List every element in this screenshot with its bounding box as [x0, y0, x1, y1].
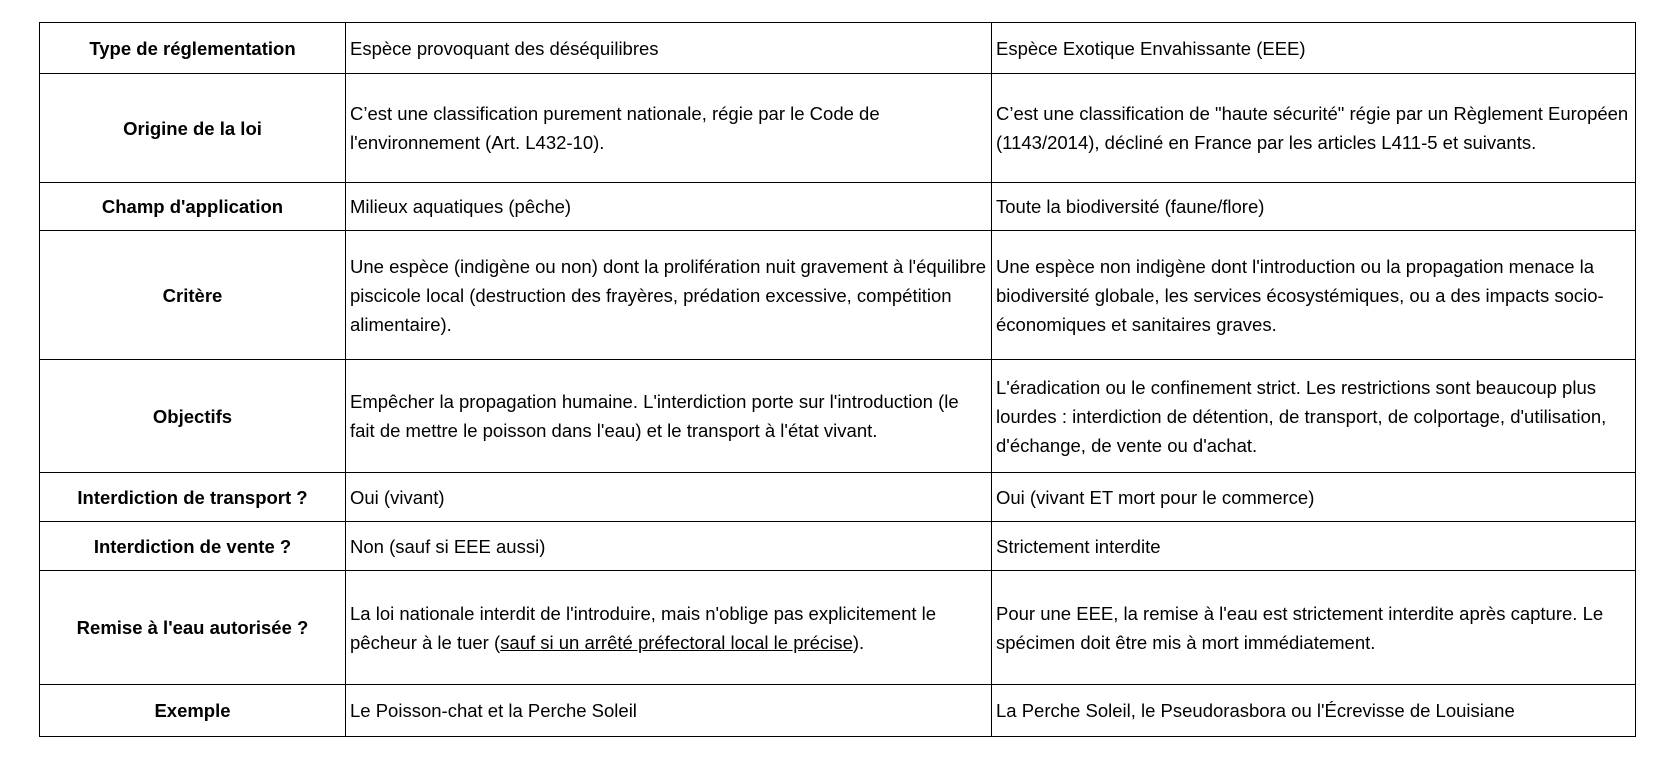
table-row-type-reglementation: [40, 23, 1636, 74]
row-label: Type de réglementation: [40, 23, 346, 74]
cell-especes-desequilibres: [346, 571, 992, 685]
cell-eee: La Perche Soleil, le Pseudorasbora ou l'Écrevisse de Louisiane: [992, 685, 1636, 737]
cell-especes-desequilibres: Empêcher la propagation humaine. L'interdiction porte sur l'introduction (le fait de mettre le poisson dans l'eau) et le transport à l'état vivant.: [346, 360, 992, 473]
cell-text: ).: [852, 631, 865, 653]
table-row-interdiction-transport: [40, 473, 1636, 522]
row-label: Objectifs: [40, 360, 346, 473]
cell-especes-desequilibres: C’est une classification purement nationale, régie par le Code de l'environnement (Art. L432-10).: [346, 74, 992, 183]
cell-especes-desequilibres: Oui (vivant): [346, 473, 992, 522]
underlined-note: sauf si un arrêté préfectoral local le précise: [500, 631, 853, 653]
cell-especes-desequilibres: Non (sauf si EEE aussi): [346, 522, 992, 571]
table-row-remise-eau: [40, 571, 1636, 685]
table-row-origine-loi: [40, 74, 1636, 183]
cell-eee: Pour une EEE, la remise à l'eau est strictement interdite après capture. Le spécimen doit être mis à mort immédiatement.: [992, 571, 1636, 685]
table-row-interdiction-vente: [40, 522, 1636, 571]
row-label: Interdiction de vente ?: [40, 522, 346, 571]
table-row-champ-application: [40, 183, 1636, 231]
cell-eee: Toute la biodiversité (faune/flore): [992, 183, 1636, 231]
comparison-table: [39, 22, 1636, 737]
cell-eee: Strictement interdite: [992, 522, 1636, 571]
row-label: Critère: [40, 231, 346, 360]
table-row-critere: [40, 231, 1636, 360]
cell-eee: C’est une classification de "haute sécurité" régie par un Règlement Européen (1143/2014), décliné en France par les articles L411-5 et suivants.: [992, 74, 1636, 183]
row-label: Origine de la loi: [40, 74, 346, 183]
table-row-objectifs: [40, 360, 1636, 473]
cell-especes-desequilibres: Milieux aquatiques (pêche): [346, 183, 992, 231]
row-label: Remise à l'eau autorisée ?: [40, 571, 346, 685]
cell-eee: L'éradication ou le confinement strict. Les restrictions sont beaucoup plus lourdes : interdiction de détention, de transport, de colportage, d'utilisation, d'échange, de vente ou d'achat.: [992, 360, 1636, 473]
row-label: Interdiction de transport ?: [40, 473, 346, 522]
row-label: Champ d'application: [40, 183, 346, 231]
table-row-exemple: [40, 685, 1636, 737]
cell-especes-desequilibres: Une espèce (indigène ou non) dont la prolifération nuit gravement à l'équilibre piscicole local (destruction des frayères, prédation excessive, compétition alimentaire).: [346, 231, 992, 360]
cell-eee: Espèce Exotique Envahissante (EEE): [992, 23, 1636, 74]
cell-eee: Oui (vivant ET mort pour le commerce): [992, 473, 1636, 522]
cell-text: La loi nationale interdit de l'introduire, mais n'oblige pas explicitement le pêcheur à le tuer (: [350, 602, 937, 653]
cell-especes-desequilibres: Le Poisson-chat et la Perche Soleil: [346, 685, 992, 737]
row-label: Exemple: [40, 685, 346, 737]
cell-especes-desequilibres: Espèce provoquant des déséquilibres: [346, 23, 992, 74]
cell-eee: Une espèce non indigène dont l'introduction ou la propagation menace la biodiversité globale, les services écosystémiques, ou a des impacts socio-économiques et sanitaires graves.: [992, 231, 1636, 360]
